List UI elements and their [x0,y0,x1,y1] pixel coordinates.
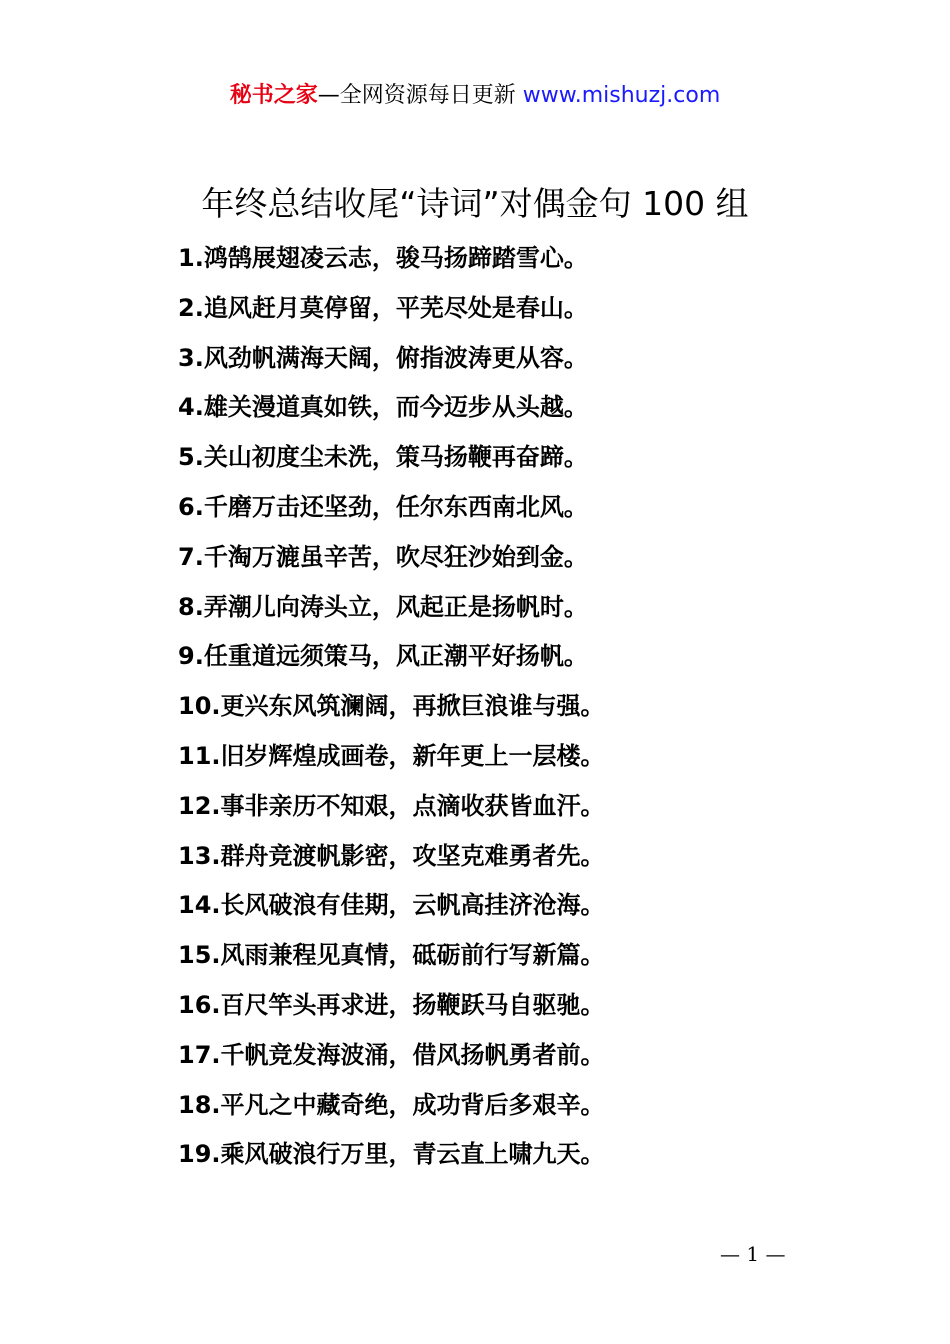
couplet-line: 3.风劲帆满海天阔，俯指波涛更从容。 [178,343,588,372]
site-url-link[interactable]: www.mishuzj.com [522,83,721,108]
document-title: 年终总结收尾“诗词”对偶金句 100 组 [201,184,749,223]
couplet-line: 10.更兴东风筑澜阔，再掀巨浪谁与强。 [178,692,605,721]
couplet-line: 2.追风赶月莫停留，平芜尽处是春山。 [178,293,588,322]
couplet-line: 19.乘风破浪行万里，青云直上啸九天。 [178,1140,605,1169]
couplet-list [178,234,605,1180]
couplet-line: 14.长风破浪有佳期，云帆高挂济沧海。 [178,891,605,920]
couplet-line: 16.百尺竿头再求进，扬鞭跃马自驱驰。 [178,990,605,1019]
site-header [0,80,950,112]
site-tagline: —全网资源每日更新 [317,83,516,108]
site-brand: 秘书之家 [229,83,318,108]
couplet-line: 4.雄关漫道真如铁，而今迈步从头越。 [178,393,588,422]
couplet-line: 5.关山初度尘未洗，策马扬鞭再奋蹄。 [178,443,588,472]
couplet-line: 7.千淘万漉虽辛苦，吹尽狂沙始到金。 [178,542,588,571]
couplet-line: 18.平凡之中藏奇绝，成功背后多艰辛。 [178,1090,605,1119]
couplet-line: 12.事非亲历不知艰，点滴收获皆血汗。 [178,791,605,820]
couplet-line: 1.鸿鹄展翅凌云志，骏马扬蹄踏雪心。 [178,244,588,272]
couplet-line: 13.群舟竞渡帆影密，攻坚克难勇者先。 [178,841,605,870]
couplet-line: 17.千帆竞发海波涌，借风扬帆勇者前。 [178,1040,605,1069]
couplet-line: 11.旧岁辉煌成画卷，新年更上一层楼。 [178,741,605,770]
couplet-line: 9.任重道远须策马，风正潮平好扬帆。 [178,642,588,671]
page-number: — 1 — [720,1242,786,1266]
couplet-line: 15.风雨兼程见真情，砥砺前行写新篇。 [178,941,605,970]
couplet-line: 6.千磨万击还坚劲，任尔东西南北风。 [178,492,588,521]
couplet-line: 8.弄潮儿向涛头立，风起正是扬帆时。 [178,592,588,621]
